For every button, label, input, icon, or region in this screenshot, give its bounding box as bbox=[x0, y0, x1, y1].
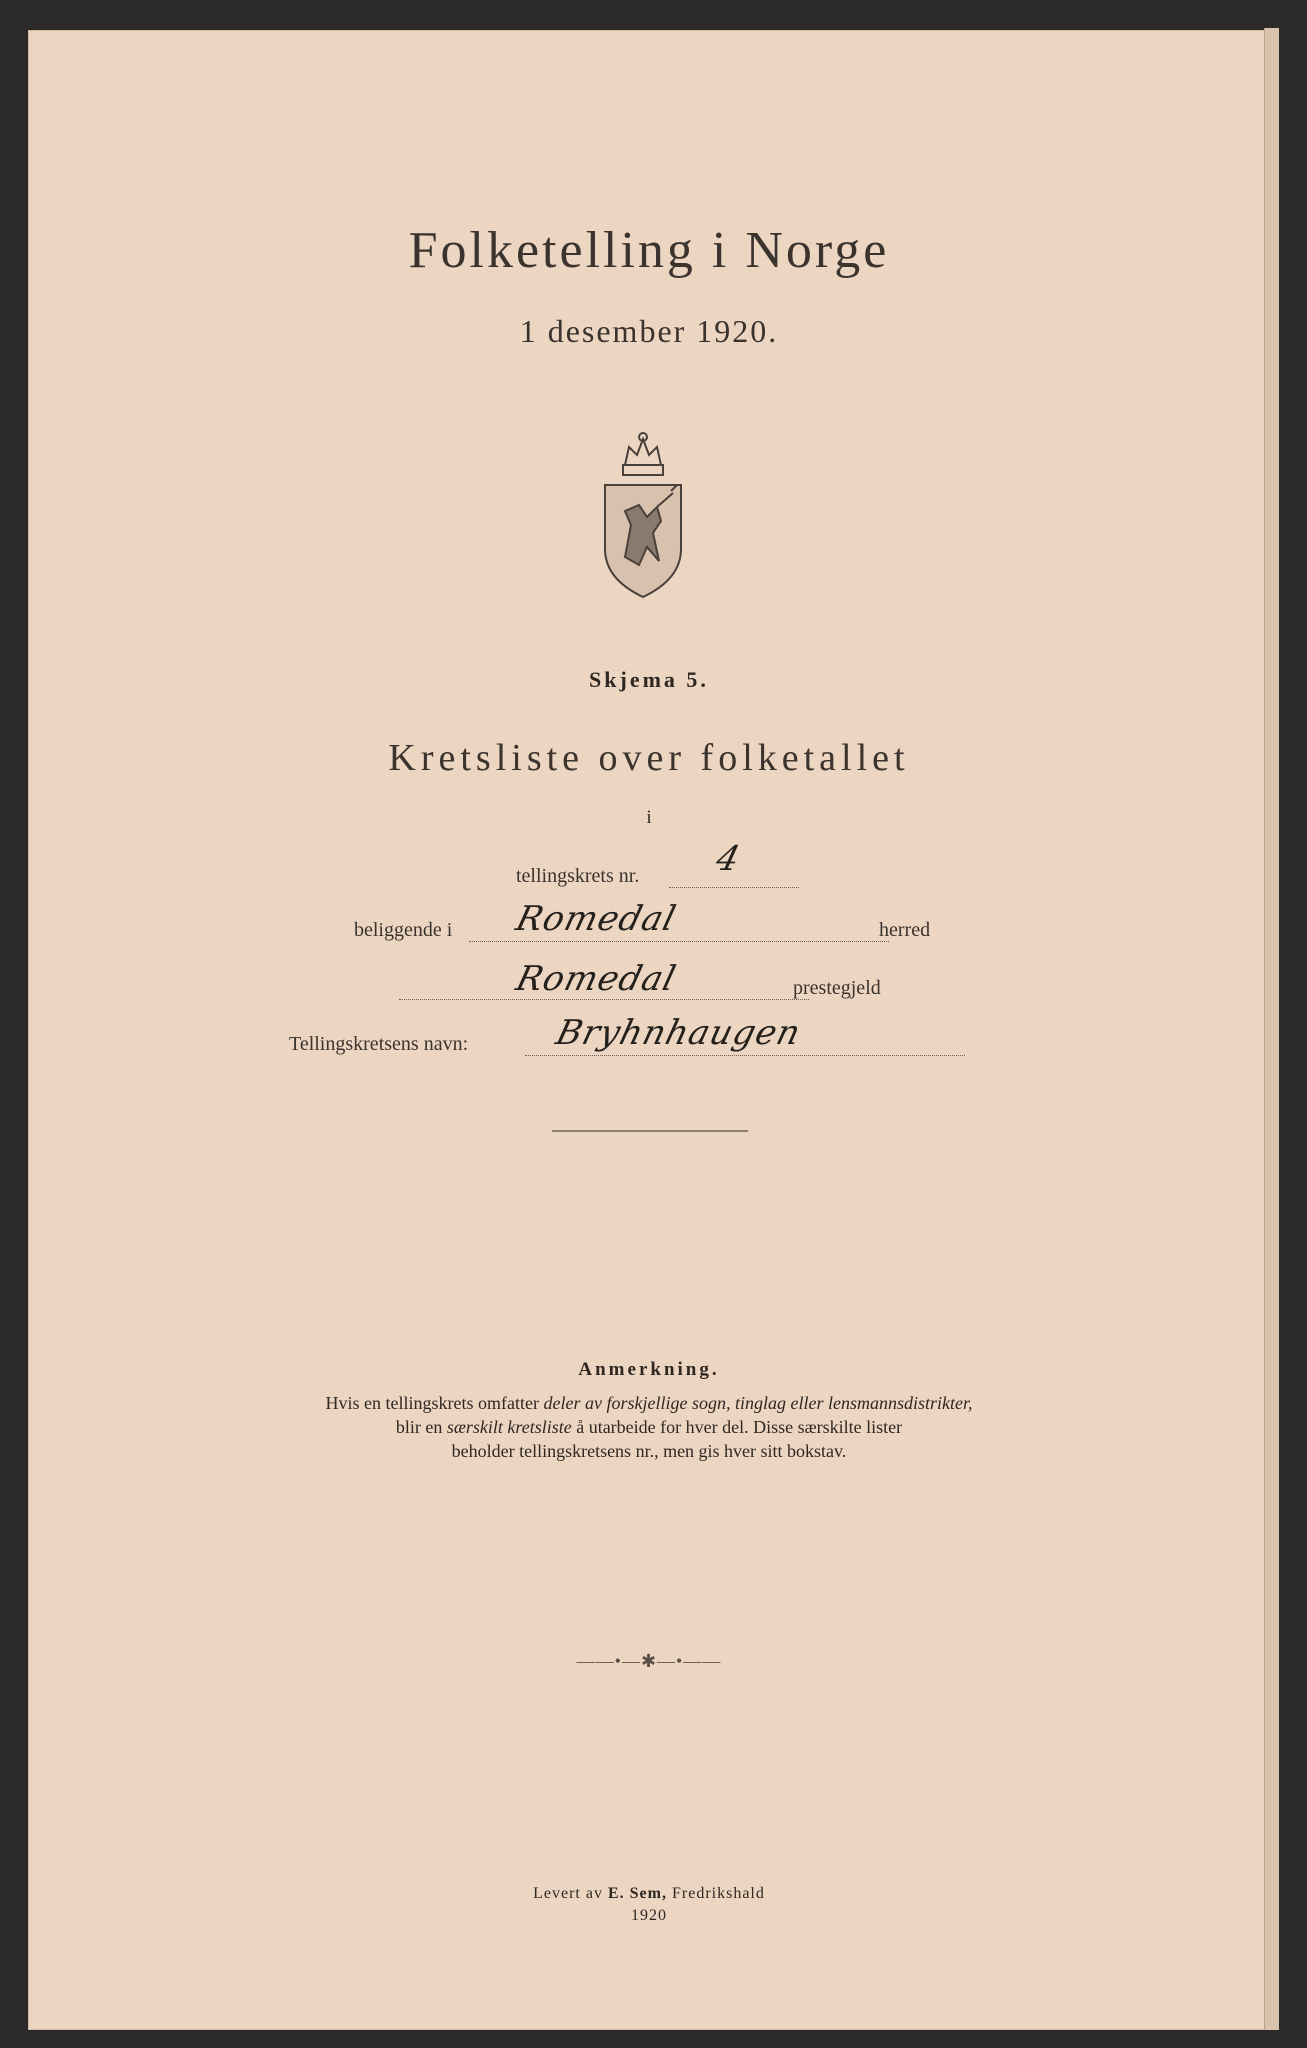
document-page bbox=[28, 30, 1270, 2030]
herred-label: herred bbox=[879, 919, 931, 941]
printer-imprint bbox=[29, 1883, 1269, 1927]
note-line-3: beholder tellingskretsens nr., men gis hver sitt bokstav. bbox=[451, 1441, 847, 1461]
note-line-2: blir en særskilt kretsliste å utarbeide for hver del. Disse særskilte lister bbox=[395, 1417, 903, 1437]
form-heading: Kretsliste over folketallet bbox=[388, 737, 910, 779]
navn-label: Tellingskretsens navn: bbox=[289, 1033, 469, 1055]
prestegjeld-value: Romedal bbox=[512, 959, 681, 999]
printer-year: 1920 bbox=[631, 1907, 667, 1924]
binding-spine bbox=[1264, 28, 1279, 2030]
tellingskrets-line bbox=[669, 887, 799, 888]
beliggende-label: beliggende i bbox=[354, 919, 453, 941]
note-heading: Anmerkning. bbox=[578, 1359, 720, 1380]
note-line-1: Hvis en tellingskrets omfatter deler av forskjellige sogn, tinglag eller lensmannsdistrikter, bbox=[325, 1393, 973, 1413]
prestegjeld-label: prestegjeld bbox=[793, 977, 881, 999]
document-date: 1 desember 1920. bbox=[519, 313, 779, 349]
navn-value: Bryhnhaugen bbox=[552, 1013, 806, 1053]
schema-number: Skjema 5. bbox=[589, 667, 709, 692]
printer-line: Levert av E. Sem, Fredrikshald bbox=[533, 1885, 765, 1902]
herred-line bbox=[469, 941, 889, 942]
tellingskrets-value: 4 bbox=[712, 839, 745, 879]
herred-value: Romedal bbox=[512, 899, 681, 939]
document-title: Folketelling i Norge bbox=[408, 222, 890, 279]
tellingskrets-label: tellingskrets nr. bbox=[516, 865, 640, 887]
norwegian-coat-of-arms-icon bbox=[595, 429, 691, 599]
prestegjeld-line bbox=[399, 999, 809, 1000]
navn-line bbox=[525, 1055, 965, 1056]
heading-connector: i bbox=[646, 807, 652, 828]
section-divider bbox=[552, 1130, 748, 1132]
ornament-divider: ——•—✱—•—— bbox=[576, 1651, 722, 1671]
